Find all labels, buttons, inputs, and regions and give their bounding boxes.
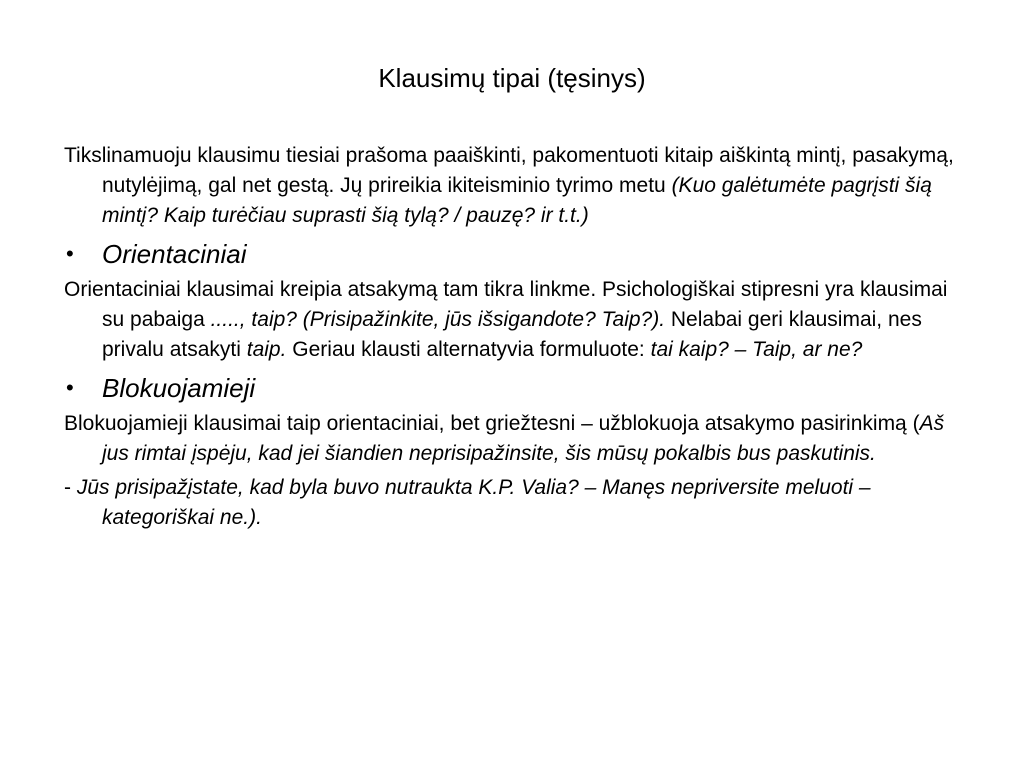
paragraph-example-continuation bbox=[64, 473, 964, 533]
paragraph-italic-example: Aš jus rimtai įspėju, kad jei šiandien neprisipažinsite, šis mūsų pokalbis bus paskutinis. bbox=[102, 412, 945, 465]
bullet-label: Orientaciniai bbox=[102, 239, 247, 269]
bullet-dot-icon: • bbox=[66, 375, 74, 400]
paragraph-text: Tikslinamuoju klausimu tiesiai prašoma paaiškinti, pakomentuoti kitaip aiškintą mintį, pasakymą, nutylėjimą, gal net gestą. Jų prireikia ikiteisminio tyrimo metu bbox=[64, 144, 954, 197]
paragraph-text: Nelabai geri klausimai, nes privalu atsakyti bbox=[102, 308, 922, 361]
paragraph-italic-word: taip. bbox=[246, 338, 287, 361]
slide-title: Klausimų tipai (tęsinys) bbox=[378, 63, 646, 93]
paragraph-text: Blokuojamieji klausimai taip orientaciniai, bet griežtesni – užblokuoja atsakymo pasirinkimą ( bbox=[64, 412, 920, 435]
paragraph-italic-example: (Kuo galėtumėte pagrįsti šią mintį? Kaip turėčiau suprasti šią tylą? / pauzę? ir t.t.) bbox=[102, 174, 932, 227]
bullet-label: Blokuojamieji bbox=[102, 373, 256, 403]
bullet-dot-icon: • bbox=[66, 241, 74, 266]
paragraph-italic-example: tai kaip? – Taip, ar ne? bbox=[650, 338, 863, 361]
paragraph-blokuojamieji bbox=[64, 409, 964, 469]
paragraph-italic-example: Jūs prisipažįstate, kad byla buvo nutraukta K.P. Valia? – Manęs nepriversite meluoti – kategoriškai ne.). bbox=[76, 476, 871, 529]
bullet-blokuojamieji bbox=[64, 369, 964, 407]
paragraph-text: Orientaciniai klausimai kreipia atsakymą tam tikra linkme. Psichologiškai stipresni yra klausimai su pabaiga bbox=[64, 278, 948, 331]
paragraph-text: Geriau klausti alternatyvia formuluote: bbox=[286, 338, 651, 361]
paragraph-orientaciniai bbox=[64, 275, 964, 365]
paragraph-tikslinamieji bbox=[64, 141, 964, 231]
slide-body bbox=[64, 141, 964, 533]
paragraph-text: - bbox=[64, 476, 77, 499]
bullet-orientaciniai bbox=[64, 235, 964, 273]
paragraph-italic-example: ....., taip? (Prisipažinkite, jūs išsigandote? Taip?). bbox=[210, 308, 666, 331]
